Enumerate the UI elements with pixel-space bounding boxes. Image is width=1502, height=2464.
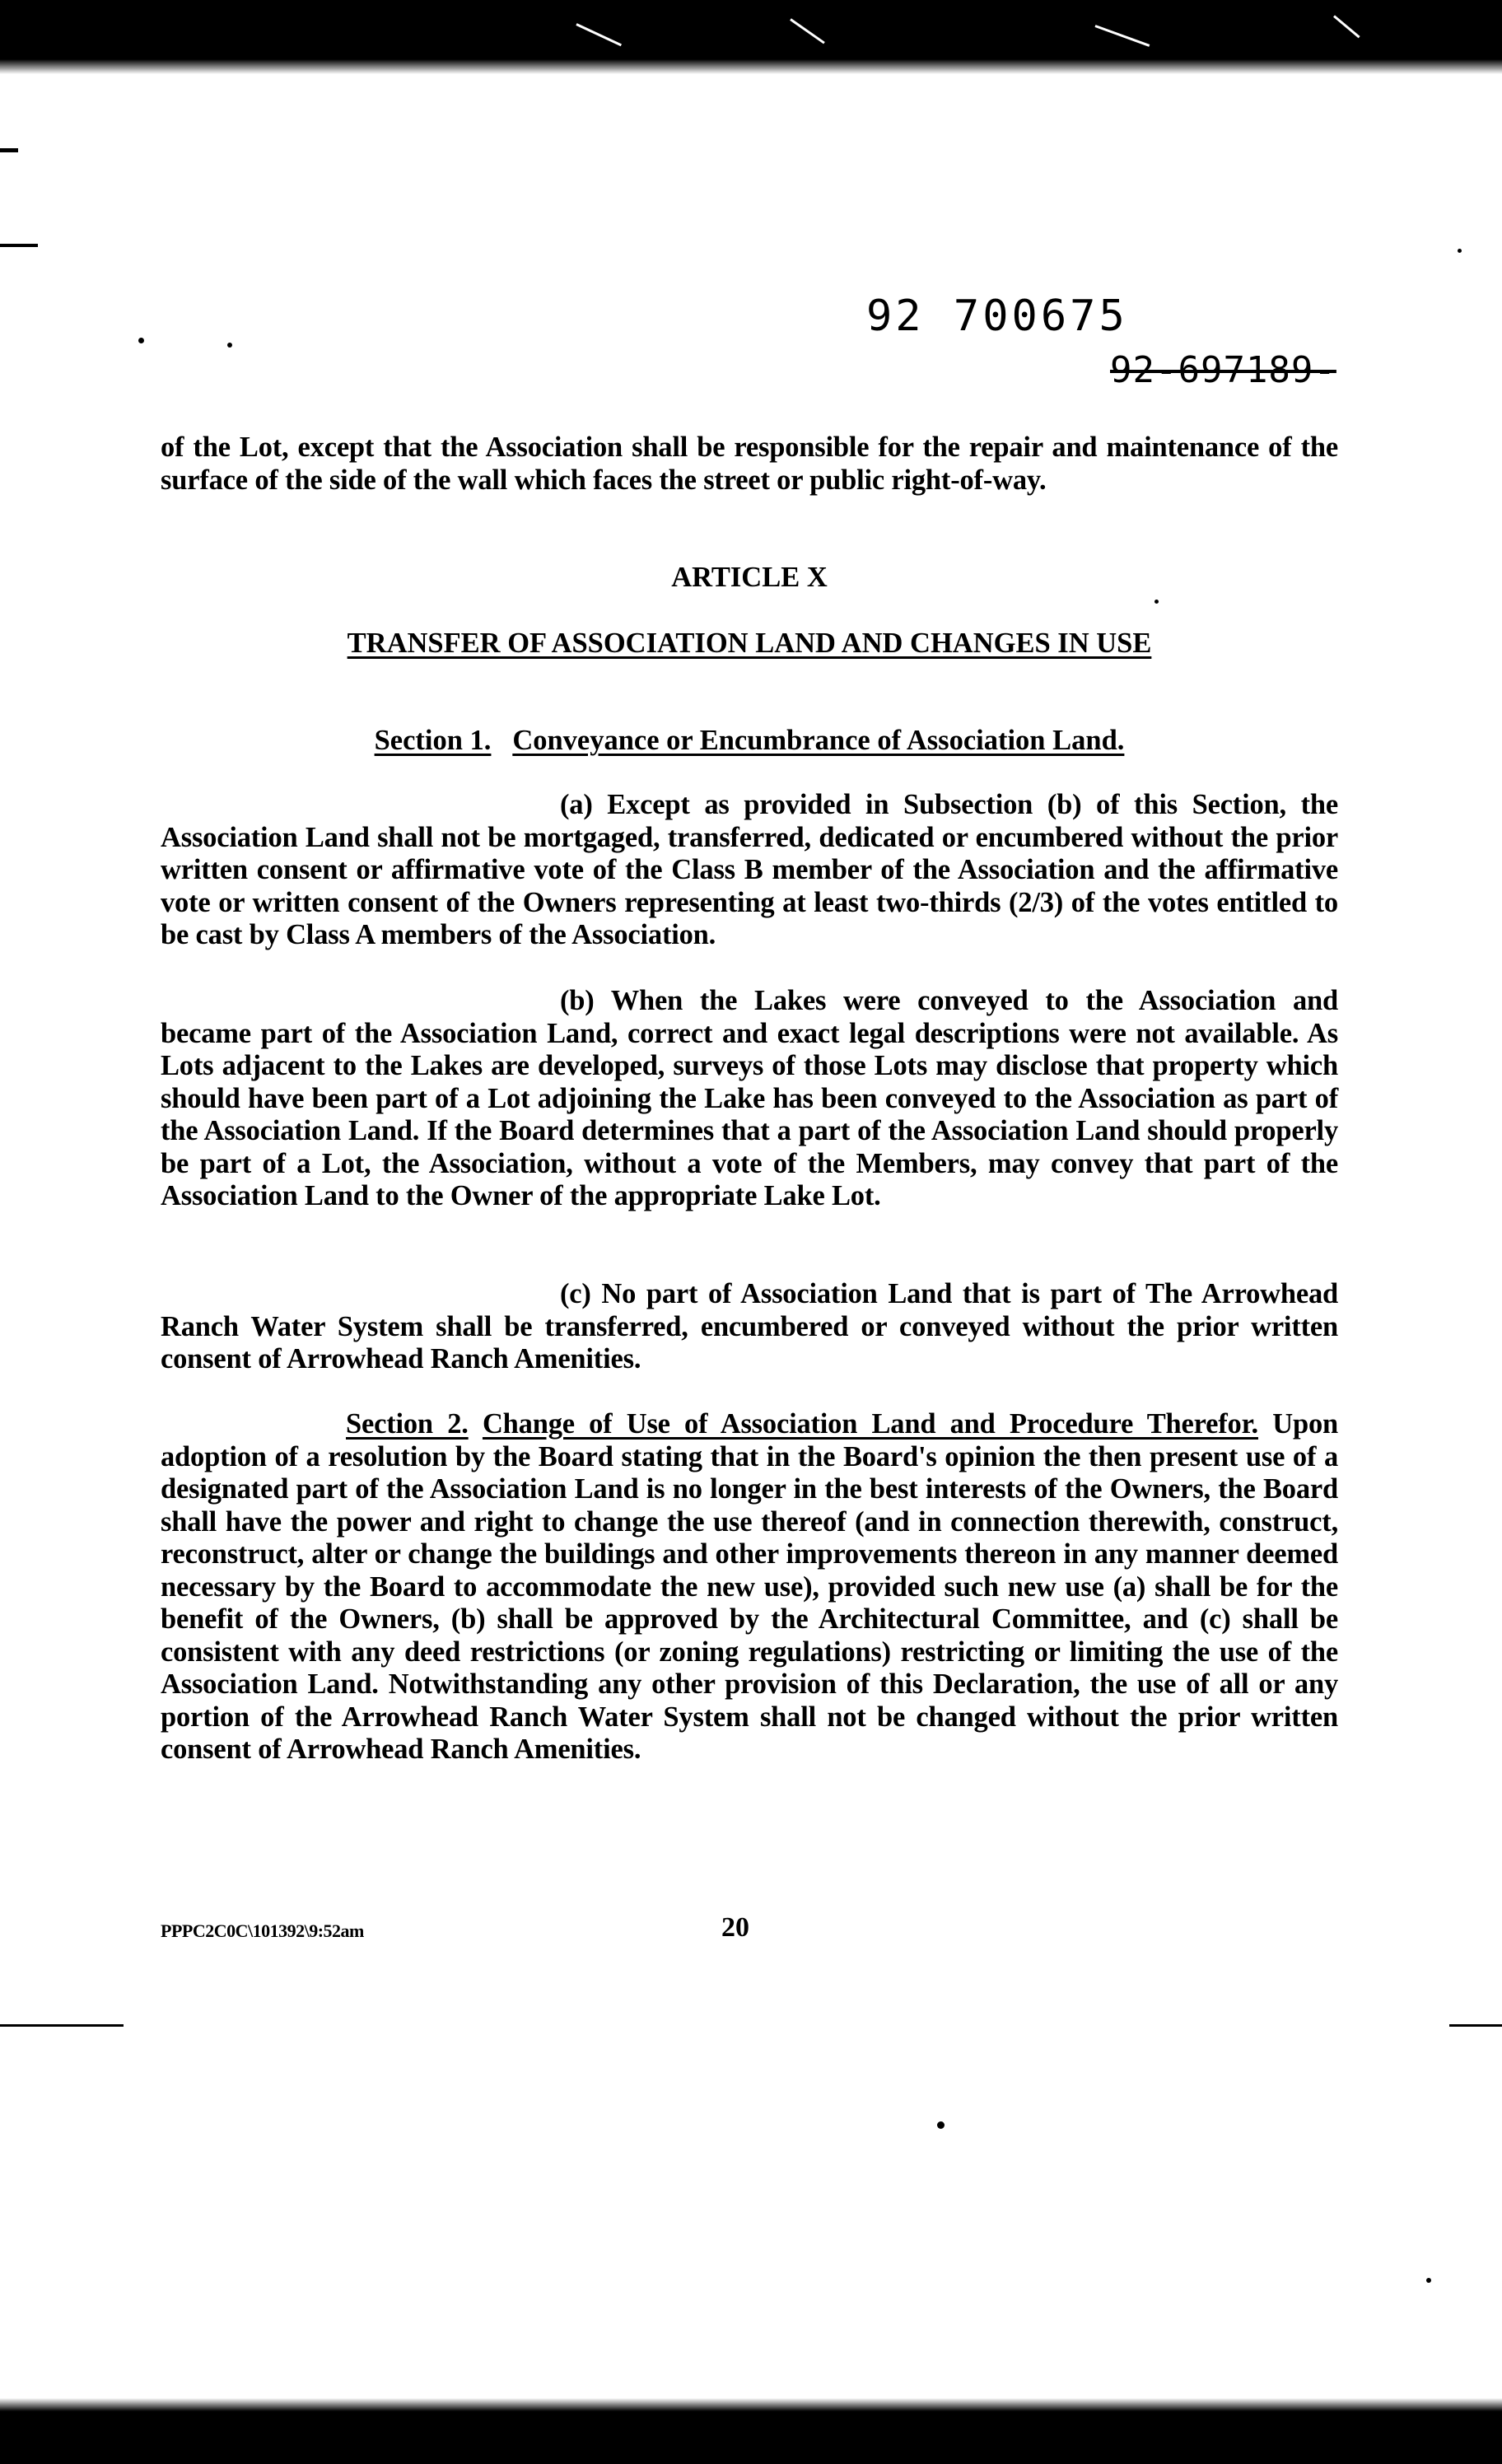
scan-border-top [0,0,1502,59]
footer-file-code: PPPC2C0C\101392\9:52am [161,1920,364,1941]
article-subtitle-text: TRANSFER OF ASSOCIATION LAND AND CHANGES IN USE [347,628,1152,659]
scan-speck [1154,600,1159,604]
scan-mark-right [1449,2024,1502,2027]
page-number: 20 [721,1912,749,1943]
recording-number: 92 700675 [866,292,1128,341]
scan-shadow-top [0,59,1502,74]
scan-speck [1426,2278,1431,2283]
section1-label: Section 1. [374,725,492,756]
section2-block [161,1408,1338,1766]
section1-title: Conveyance or Encumbrance of Association Land. [512,725,1125,756]
section1-heading [161,725,1338,757]
scan-speck [227,343,232,348]
scan-shadow-bottom [0,2398,1502,2411]
section1-para-c: (c) No part of Association Land that is part of The Arrowhead Ranch Water System shall be transferred, encumbered or conveyed without the prior written consent of Arrowhead Ranch Amenities. [161,1278,1338,1374]
section2-label: Section 2. [346,1408,469,1440]
section1-para-b-block [161,985,1338,1213]
scan-border-bottom [0,2411,1502,2464]
section2-body: Upon adoption of a resolution by the Board stating that in the Board's opinion the then present use of a designated part of the Association Land is no longer in the best interests of the Owners, the Board shall have the power and right to change the use thereof (and in connection therewith, construct, reconstruct, alter or change the buildings and other improvements thereon in any manner deemed necessary by the Board to accommodate the new use), provided such new use (a) shall be for the benefit of the Owners, (b) shall be approved by the Architectural Committee, and (c) shall be consistent with any deed restrictions (or zoning regulations) restricting or limiting the use of the Association Land. Notwithstanding any other provision of this Declaration, the use of all or any portion of the Arrowhead Ranch Water System shall not be changed without the prior written consent of Arrowhead Ranch Amenities. [161,1408,1338,1765]
section1-para-a: (a) Except as provided in Subsection (b) of this Section, the Association Land shall not be mortgaged, transferred, dedicated or encumbered without the prior written consent or affirmative vote of the Class B member of the Association and the affirmative vote or written consent of the Owners representing at least two-thirds (2/3) of the votes entitled to be cast by Class A members of the Association. [161,789,1338,950]
scan-mark-left [0,148,18,152]
intro-paragraph-block [161,432,1338,497]
scan-speck [1458,249,1462,253]
section1-para-b: (b) When the Lakes were conveyed to the Association and became part of the Association Land, correct and exact legal descriptions were not available. As Lots adjacent to the Lakes are developed, surveys of those Lots may disclose that property which should have been part of a Lot adjoining the Lake has been conveyed to the Association as part of the Association Land. If the Board determines that a part of the Association Land should properly be part of a Lot, the Association, without a vote of the Members, may convey that part of the Association Land to the Owner of the appropriate Lake Lot. [161,985,1338,1211]
section2-paragraph [161,1408,1338,1766]
section1-para-a-block [161,789,1338,952]
scan-speck [138,338,144,343]
article-title: ARTICLE X [671,562,828,593]
scan-speck [937,2121,945,2129]
section2-title: Change of Use of Association Land and Procedure Therefor. [482,1408,1258,1440]
intro-paragraph: of the Lot, except that the Association shall be responsible for the repair and maintenance of the surface of the side of the wall which faces the street or public right-of-way. [161,432,1338,496]
article-subtitle [161,628,1338,660]
section1-para-c-block [161,1278,1338,1376]
scan-mark-left [0,2024,124,2027]
struck-recording-number: 92-697189- [1110,349,1336,391]
scan-mark-left [0,244,38,247]
